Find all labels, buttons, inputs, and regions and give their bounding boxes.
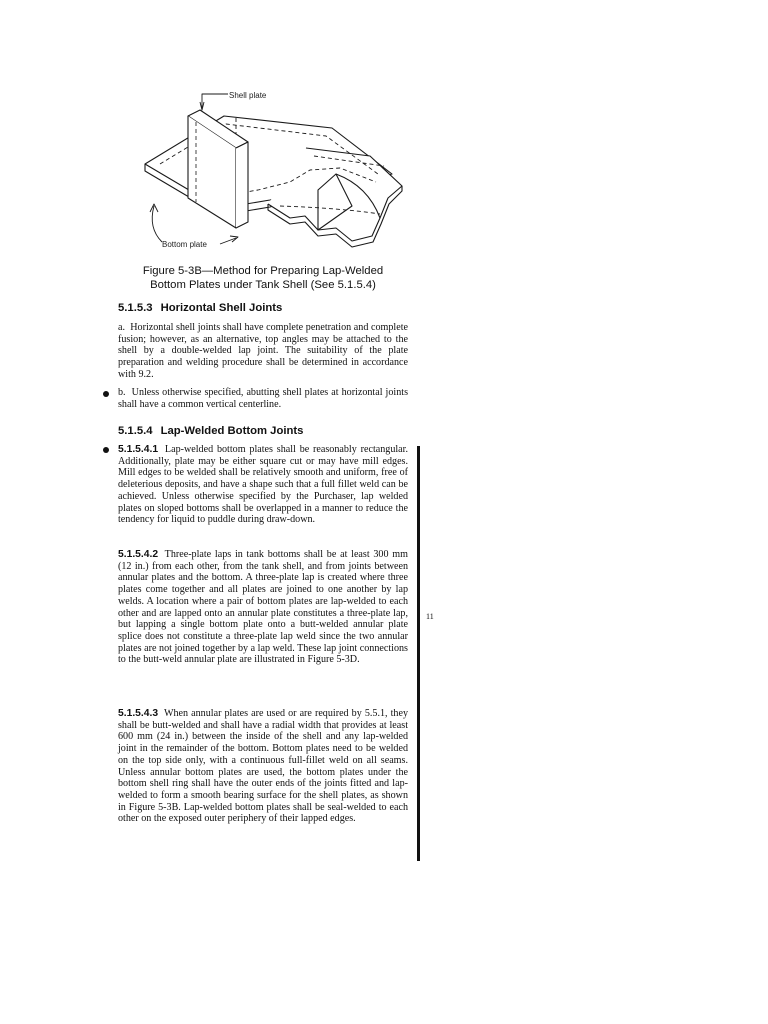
section-5153-para-a: a. Horizontal shell joints shall have complete penetration and complete fusion; however, as an alternative, top angles may be attached to the shell by a double-welded lap joint. The suitability of the plate preparation and welding procedure shall be determined in accordance with 9.2. [118,322,408,380]
paragraph-text: Three-plate laps in tank bottoms shall be at least 300 mm (12 in.) from each other, from the tank shell, and from joints between annular plates and the bottom. A three-plate lap is created where three plates come together and all plates are joined to one another by lap welds. A location where a pair of bottom plates are lap-welded to each other and are lapped onto an annular plate constitutes a three-plate lap, but lapping a single bottom plate onto a butt-welded annular plate splice does not constitute a three-plate lap weld since the two annular plates are not joined together by a lap weld. These lap joint connections to the butt-weld annular plate are illustrated in Figure 5-3D. [118,549,408,666]
lap-welded-bottom-plates-illustration [140,78,410,258]
figure-caption [118,264,408,292]
figure-caption-line-1: Figure 5-3B—Method for Preparing Lap-Welded [142,265,384,277]
section-5154-title: Lap-Welded Bottom Joints [160,425,304,437]
shell-plate-label: Shell plate [229,91,267,100]
section-5153-heading [118,302,282,314]
change-bullet [103,447,109,453]
figure-caption-line-2: Bottom Plates under Tank Shell (See 5.1.5.4) [150,279,376,291]
bottom-plate-label: Bottom plate [162,240,207,249]
section-5154-number: 5.1.5.4 [118,425,153,437]
section-5153-para-b: b. Unless otherwise specified, abutting shell plates at horizontal joints shall have a common vertical centerline. [118,387,408,410]
paragraph-number: 5.1.5.4.3 [118,708,159,719]
paragraph-text: When annular plates are used or are required by 5.5.1, they shall be butt-welded and shall have a radial width that provides at least 600 mm (24 in.) between the inside of the shell and any lap-welded joint in the remainder of the bottom. Bottom plates need to be welded on the top side only, with a continuous full-fillet weld on all seams. Unless annular bottom plates are used, the bottom plates under the bottom shell ring shall have the outer ends of the joints fitted and lap-welded to form a smooth bearing surface for the shell plates, as shown in Figure 5-3B. Lap-welded bottom plates shall be seal-welded to each other on the exposed outer periphery of their lapped edges. [118,708,409,825]
paragraph-text: Lap-welded bottom plates shall be reasonably rectangular. Additionally, plate may be either square cut or may have mill edges. Mill edges to be welded shall be relatively smooth and uniform, free of deleterious deposits, and have a shape such that a full fillet weld can be achieved. Unless otherwise specified by the Purchaser, lap welded plates on sloped bottoms shall be overlapped in a manner to reduce the tendency for liquid to puddle during draw-down. [118,444,408,526]
paragraph-5-1-5-4-1 [118,444,408,526]
section-5153-number: 5.1.5.3 [118,302,153,314]
paragraph-5-1-5-4-2 [118,549,408,666]
paragraph-5-1-5-4-3 [118,708,408,825]
paragraph-number: 5.1.5.4.1 [118,444,159,455]
section-5153-title: Horizontal Shell Joints [160,302,283,314]
revision-change-bar [417,446,420,861]
figure-5-3b-drawing [140,78,410,258]
change-bullet [103,391,109,397]
paragraph-number: 5.1.5.4.2 [118,549,159,560]
section-5154-heading [118,425,303,437]
revision-number: 11 [426,612,434,621]
